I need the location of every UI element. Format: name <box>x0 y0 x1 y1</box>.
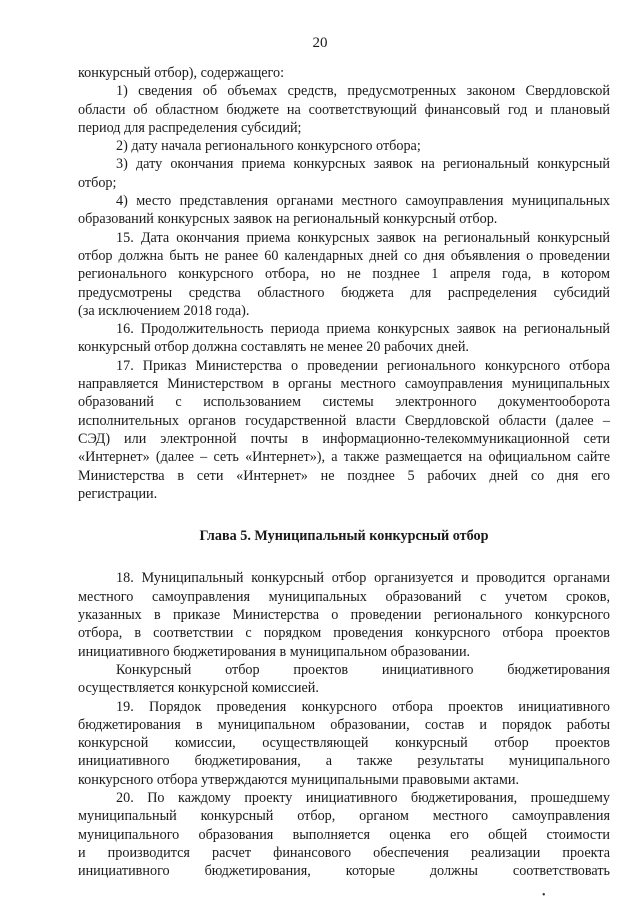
text-line: 15. Дата окончания приема конкурсных заявок на региональный конкурсный <box>116 229 610 246</box>
text-line: Министерства в сети «Интернет» не позднее 5 рабочих дней со дня его <box>78 467 610 484</box>
text-line: предусмотрены средства областного бюджета для распределения субсидий <box>78 284 610 301</box>
text-line: 18. Муниципальный конкурсный отбор организуется и проводится органами <box>116 570 610 587</box>
text-line: бюджетирования в муниципальном образовании, состав и порядок работы <box>78 716 610 733</box>
text-line: регистрации. <box>78 485 158 502</box>
text-line: конкурсный отбор), содержащего: <box>78 65 285 81</box>
paragraph-p-item-3 <box>78 155 610 192</box>
paragraph-p-18b <box>78 661 610 698</box>
paragraph-p-20 <box>78 789 610 880</box>
text-line: образований конкурсных заявок на региональный конкурсный отбор. <box>78 211 498 228</box>
text-line: период для распределения субсидий; <box>78 119 302 136</box>
text-line: направляется Министерством в органы местного самоуправления муниципальных <box>78 376 610 393</box>
paragraphs-section-after-heading <box>78 569 610 880</box>
scan-mark: • <box>542 890 546 901</box>
text-line: 17. Приказ Министерства о проведении регионального конкурсного отбора <box>116 357 610 374</box>
text-line: образований с использованием системы электронного документооборота <box>78 394 610 411</box>
chapter-heading: Глава 5. Муниципальный конкурсный отбор <box>199 528 489 545</box>
text-line: 4) место представления органами местного самоуправления муниципальных <box>116 193 610 210</box>
paragraph-p-item-4 <box>78 192 610 229</box>
text-line: местного самоуправления муниципальных образований с учетом сроков, <box>78 588 610 605</box>
text-line: отбор должна быть не ранее 60 календарных дней со дня объявления о проведении <box>78 247 610 264</box>
text-line: 16. Продолжительность периода приема конкурсных заявок на региональный <box>116 321 610 338</box>
paragraph-p-16 <box>78 320 610 357</box>
paragraph-p-15 <box>78 229 610 320</box>
text-line: (за исключением 2018 года). <box>78 302 250 319</box>
paragraph-p-intro <box>78 64 610 82</box>
text-line: «Интернет» (далее – сеть «Интернет»), а также размещается на официальном сайте <box>78 449 610 466</box>
text-line: Конкурсный отбор проектов инициативного бюджетирования <box>116 661 610 678</box>
text-line: инициативного бюджетирования в муниципальном образовании. <box>78 643 471 660</box>
text-line: регионального конкурсного отбора, но не позднее 1 апреля года, в котором <box>78 266 610 283</box>
text-line: муниципального образования выполняется оценка его общей стоимости <box>78 826 610 843</box>
text-line: инициативного бюджетирования, которые должны соответствовать <box>78 863 610 880</box>
text-line: области об областном бюджете на соответствующий финансовый год и плановый <box>78 101 610 118</box>
page-number: 20 <box>312 35 328 51</box>
document-body <box>78 64 610 880</box>
text-line: конкурсного отбора утверждаются муниципальными правовыми актами. <box>78 771 520 788</box>
text-line: СЭД) или электронной почты в информационно-телекоммуникационной сети <box>78 430 610 447</box>
text-line: и производится расчет финансового обеспечения реализации проекта <box>78 844 610 861</box>
text-line: конкурсной комиссии, осуществляющей конкурсный отбор проектов <box>78 735 610 752</box>
text-line: осуществляется конкурсной комиссией. <box>78 680 319 697</box>
paragraph-p-19 <box>78 698 610 789</box>
text-line: 20. По каждому проекту инициативного бюджетирования, прошедшему <box>116 789 610 806</box>
text-line: 19. Порядок проведения конкурсного отбора проектов инициативного <box>116 698 610 715</box>
paragraphs-section-before-heading <box>78 64 610 503</box>
text-line: 2) дату начала регионального конкурсного отбора; <box>116 138 421 155</box>
text-line: инициативного бюджетирования, а также результаты муниципального <box>78 753 610 770</box>
paragraph-p-item-1 <box>78 82 610 137</box>
text-line: муниципальный конкурсный отбор, органом местного самоуправления <box>78 808 610 825</box>
text-line: 3) дату окончания приема конкурсных заявок на региональный конкурсный <box>116 156 610 173</box>
text-line: исполнительных органов государственной власти Свердловской области (далее – <box>78 412 610 429</box>
text-line: отбор; <box>78 174 117 191</box>
text-line: указанных в приказе Министерства о проведении регионального конкурсного <box>78 607 610 624</box>
paragraph-p-item-2 <box>78 137 610 155</box>
text-line: отбора, в соответствии с порядком проведения конкурсного отбора проектов <box>78 625 610 642</box>
paragraph-p-17 <box>78 357 610 503</box>
paragraph-p-18 <box>78 569 610 660</box>
text-line: конкурсный отбор должна составлять не менее 20 рабочих дней. <box>78 339 469 356</box>
text-line: 1) сведения об объемах средств, предусмотренных законом Свердловской <box>116 83 610 100</box>
